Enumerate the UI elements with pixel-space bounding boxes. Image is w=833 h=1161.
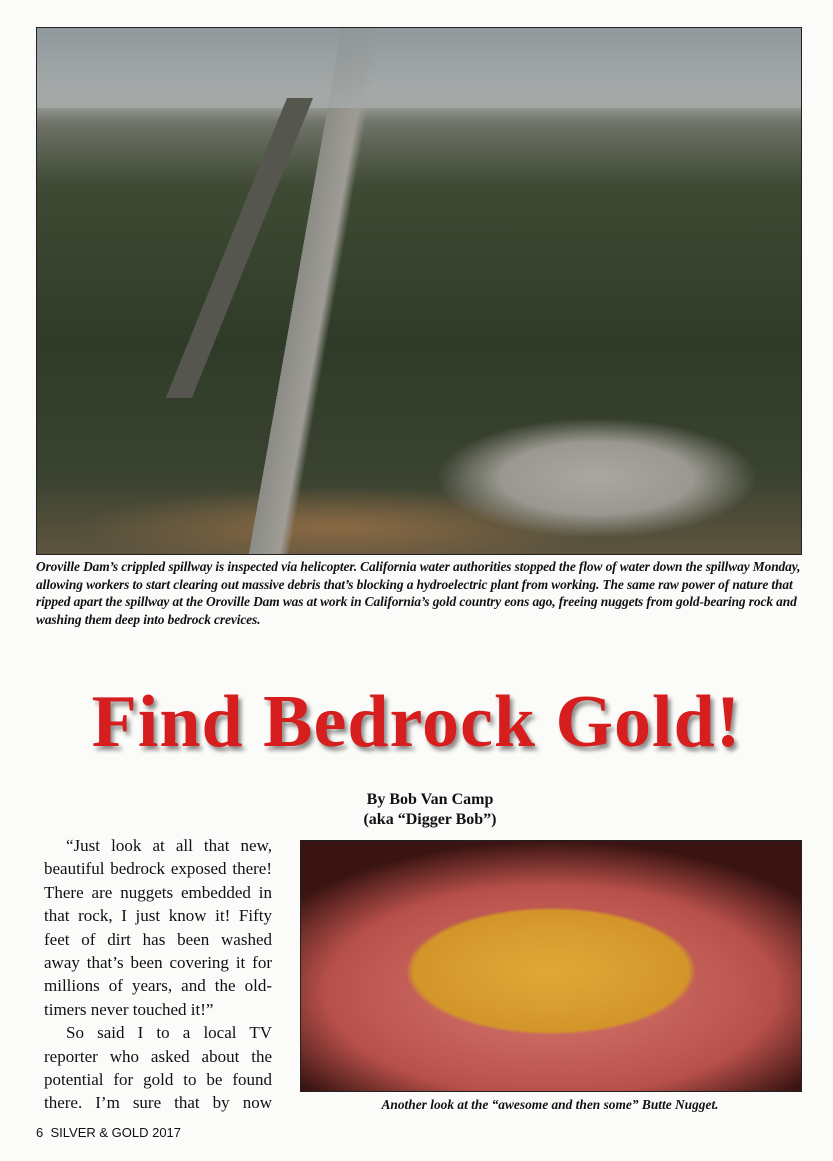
photo-caption: Oroville Dam’s crippled spillway is inspected via helicopter. California water authorities stopped the flow of water down the spillway Monday, allowing workers to start clearing out massive debris that’s blocking a hydroelectric plant from working. The same raw power of nature that ripped apart the spillway at the Oroville Dam was at work in California’s gold country eons ago, freeing nuggets from gold-bearing rock and washing them deep into bedrock crevices. [36,559,801,627]
paragraph: “Just look at all that new, beautiful bedrock exposed there! There are nuggets embedded in that rock, I just know it! Fifty feet of dirt has been washed away that’s been covering it for millions of years, and the old-timers never touched it!” [44,836,272,1019]
article-title: Find Bedrock Gold! [91,681,742,763]
publication-name: SILVER & GOLD 2017 [50,1125,182,1140]
oroville-dam-photo [36,27,802,555]
article-body [44,834,272,1115]
byline [300,790,560,830]
nugget-caption: Another look at the “awesome and then some” Butte Nugget. [381,1097,719,1112]
byline-author: By Bob Van Camp [366,791,494,808]
byline-alias: (aka “Digger Bob”) [363,811,497,828]
spillway [166,98,313,398]
paragraph: So said I to a local TV reporter who asked about the potential for gold to be found there. I’m sure that by now [44,1023,272,1113]
page-footer [36,1125,181,1140]
lake [37,28,801,108]
page-number: 6 [36,1125,44,1140]
gold-nugget-photo [300,840,802,1092]
